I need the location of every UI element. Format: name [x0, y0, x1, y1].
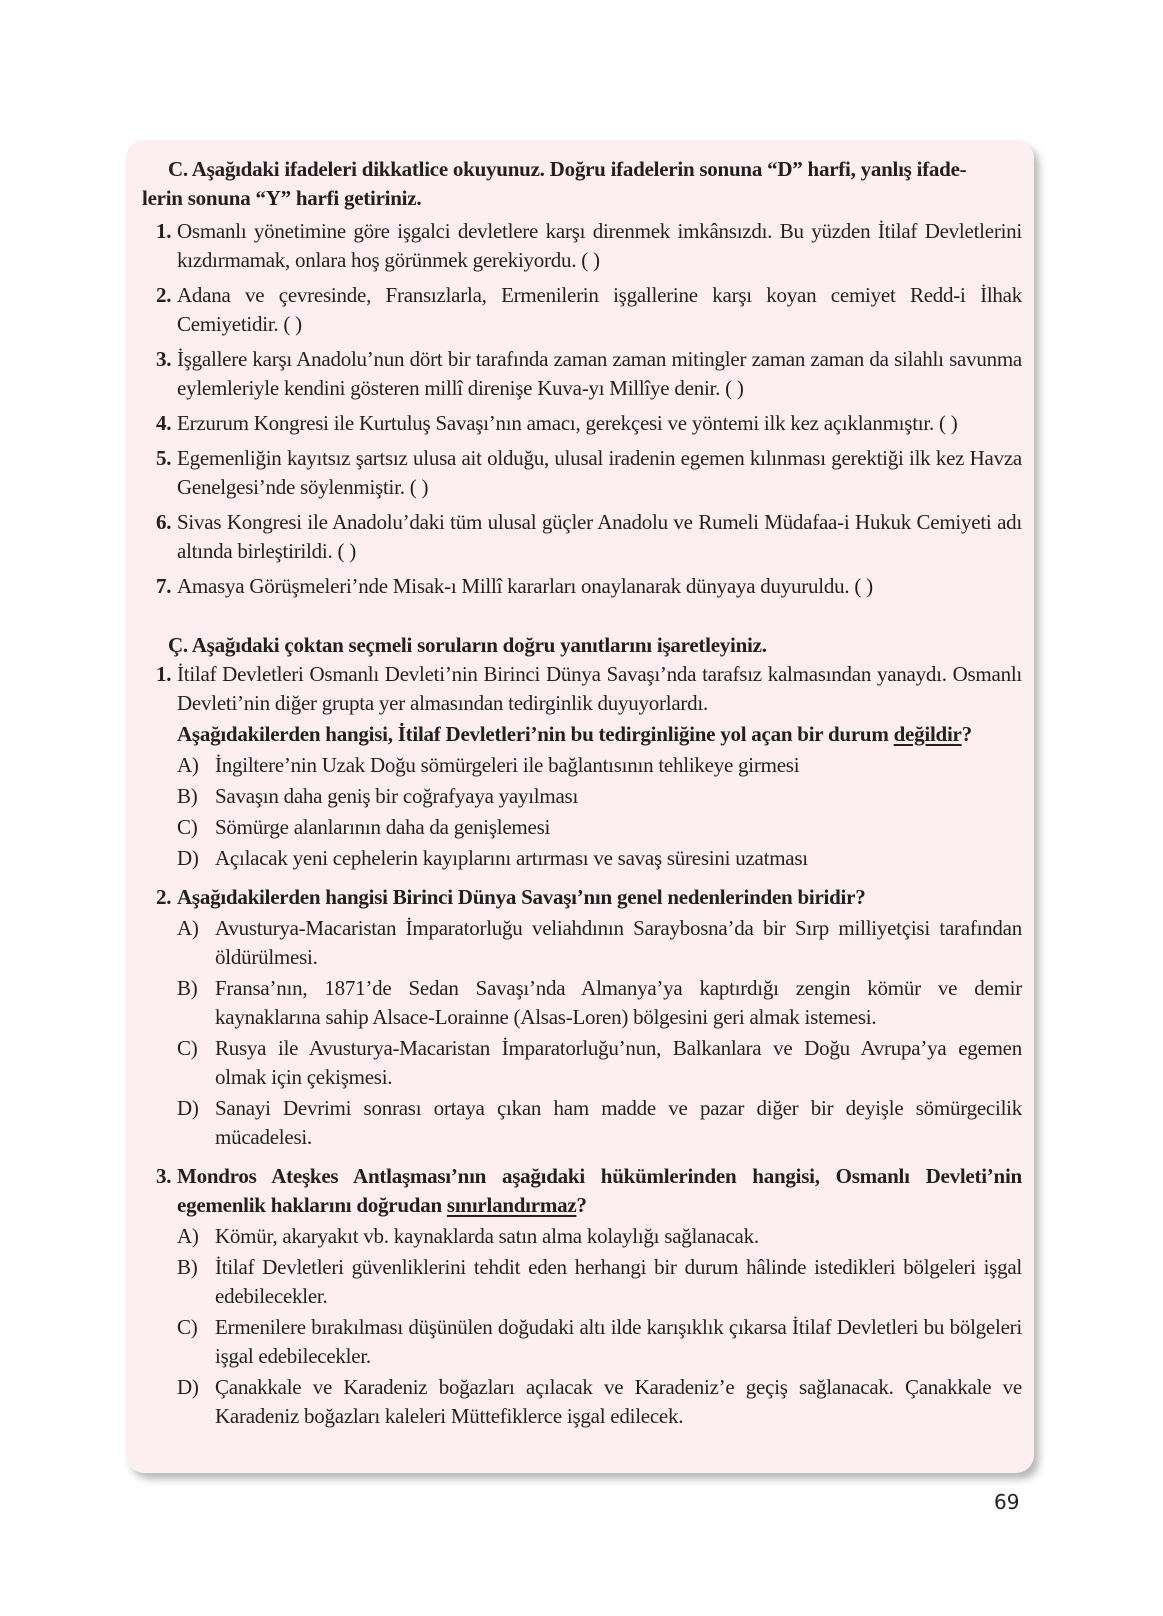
option-text: Avusturya-Macaristan İmparatorluğu veliahdının Saraybosna’da bir Sırp milliyetçisi tarafından öldürülmesi.	[215, 916, 1022, 969]
option-text: Çanakkale ve Karadeniz boğazları açılacak ve Karadeniz’e geçiş sağlanacak. Çanakkale ve Karadeniz boğazları kaleleri Müttefiklerce işgal edilecek.	[215, 1375, 1022, 1428]
option-text: Açılacak yeni cephelerin kayıplarını artırması ve savaş süresini uzatması	[215, 846, 808, 870]
option-text: Kömür, akaryakıt vb. kaynaklarda satın alma kolaylığı sağlanacak.	[215, 1224, 759, 1248]
question-prompt	[177, 720, 1022, 749]
item-number: 7.	[156, 574, 172, 598]
option-letter: C)	[177, 1315, 198, 1339]
item-text: Osmanlı yönetimine göre işgalci devletlere karşı direnmek imkânsızdı. Bu yüzden İtilaf Devletlerini kızdırmamak, onlara hoş görünmek gerekiyordu. ( )	[177, 219, 1022, 272]
true-false-item[interactable]	[142, 345, 1022, 403]
true-false-item[interactable]	[142, 281, 1022, 339]
section-c-heading	[142, 155, 1022, 213]
item-number: 4.	[156, 411, 172, 435]
option-b[interactable]	[177, 974, 1022, 1032]
option-letter: A)	[177, 753, 199, 777]
option-letter: C)	[177, 1036, 198, 1060]
question-prompt: Aşağıdakilerden hangisi Birinci Dünya Savaşı’nın genel nedenlerinden biridir?	[177, 885, 866, 909]
true-false-item[interactable]	[142, 508, 1022, 566]
option-a[interactable]	[177, 1222, 1022, 1251]
question-number: 3.	[156, 1164, 172, 1188]
item-text: Erzurum Kongresi ile Kurtuluş Savaşı’nın amacı, gerekçesi ve yöntemi ilk kez açıklanmıştır. ( )	[177, 411, 958, 435]
question-mark: ?	[961, 722, 972, 746]
option-text: Rusya ile Avusturya-Macaristan İmparatorluğu’nun, Balkanlara ve Doğu Avrupa’ya egemen olmak için çekişmesi.	[215, 1036, 1022, 1089]
item-number: 6.	[156, 510, 172, 534]
question-emphasis: sınırlandırmaz	[446, 1193, 577, 1217]
option-c[interactable]	[177, 1313, 1022, 1371]
option-letter: C)	[177, 815, 198, 839]
item-number: 3.	[156, 347, 172, 371]
option-a[interactable]	[177, 751, 1022, 780]
true-false-item[interactable]	[142, 444, 1022, 502]
options-list	[177, 914, 1022, 1152]
true-false-item[interactable]	[142, 409, 1022, 438]
question-prompt-text: Aşağıdakilerden hangisi, İtilaf Devletleri’nin bu tedirginliğine yol açan bir durum	[177, 722, 894, 746]
page-number: 69	[994, 1490, 1020, 1514]
question-2	[142, 883, 1022, 1152]
options-list	[177, 1222, 1022, 1431]
item-text: Adana ve çevresinde, Fransızlarla, Ermenilerin işgallerine karşı koyan cemiyet Redd-i İlhak Cemiyetidir. ( )	[177, 283, 1022, 336]
section-c-heading-line1: C. Aşağıdaki ifadeleri dikkatlice okuyunuz. Doğru ifadelerin sonuna “D” harfi, yanlış ifade-	[168, 157, 967, 181]
option-letter: D)	[177, 1096, 199, 1120]
option-d[interactable]	[177, 1094, 1022, 1152]
option-letter: B)	[177, 1255, 198, 1279]
option-letter: D)	[177, 1375, 199, 1399]
item-number: 5.	[156, 446, 172, 470]
option-text: İngiltere’nin Uzak Doğu sömürgeleri ile bağlantısının tehlikeye girmesi	[215, 753, 800, 777]
option-text: Fransa’nın, 1871’de Sedan Savaşı’nda Almanya’ya kaptırdığı zengin kömür ve demir kaynaklarına sahip Alsace-Lorainne (Alsas-Loren) bölgesini geri almak istemesi.	[215, 976, 1022, 1029]
option-letter: D)	[177, 846, 199, 870]
question-3	[142, 1162, 1022, 1431]
option-c[interactable]	[177, 1034, 1022, 1092]
option-b[interactable]	[177, 1253, 1022, 1311]
true-false-list	[142, 217, 1022, 601]
option-letter: A)	[177, 916, 199, 940]
options-list	[177, 751, 1022, 873]
question-number: 2.	[156, 885, 172, 909]
option-a[interactable]	[177, 914, 1022, 972]
section-c2-heading: Ç. Aşağıdaki çoktan seçmeli soruların doğru yanıtlarını işaretleyiniz.	[168, 633, 767, 657]
section-multiple-choice	[142, 631, 1022, 1431]
option-letter: B)	[177, 976, 198, 1000]
option-text: İtilaf Devletleri güvenliklerini tehdit eden herhangi bir durum hâlinde istedikleri bölgeleri işgal edebilecekler.	[215, 1255, 1022, 1308]
option-text: Sömürge alanlarının daha da genişlemesi	[215, 815, 551, 839]
item-text: Amasya Görüşmeleri’nde Misak-ı Millî kararları onaylanarak dünyaya duyuruldu. ( )	[177, 574, 873, 598]
item-number: 2.	[156, 283, 172, 307]
option-d[interactable]	[177, 1373, 1022, 1431]
question-mark: ?	[576, 1193, 587, 1217]
section-true-false	[142, 155, 1022, 601]
question-number: 1.	[156, 662, 172, 686]
exercise-content	[142, 155, 1022, 1441]
item-text: İşgallere karşı Anadolu’nun dört bir tarafında zaman zaman mitingler zaman zaman da silahlı savunma eylemleriyle kendini gösteren millî direnişe Kuva-yı Millîye denir. ( )	[177, 347, 1022, 400]
option-letter: A)	[177, 1224, 199, 1248]
true-false-item[interactable]	[142, 572, 1022, 601]
question-prompt	[177, 1162, 1022, 1220]
true-false-item[interactable]	[142, 217, 1022, 275]
option-text: Savaşın daha geniş bir coğrafyaya yayılması	[215, 784, 579, 808]
section-c-heading-line2: lerin sonuna “Y” harfi getiriniz.	[142, 186, 422, 210]
question-1	[142, 660, 1022, 873]
question-stem: İtilaf Devletleri Osmanlı Devleti’nin Birinci Dünya Savaşı’nda tarafsız kalmasından yanaydı. Osmanlı Devleti’nin diğer grupta yer almasından tedirginlik duyuyorlardı.	[177, 662, 1022, 715]
item-number: 1.	[156, 219, 172, 243]
item-text: Egemenliğin kayıtsız şartsız ulusa ait olduğu, ulusal iradenin egemen kılınması gerektiği ilk kez Havza Genelgesi’nde söylenmiştir. ( )	[177, 446, 1022, 499]
option-b[interactable]	[177, 782, 1022, 811]
option-letter: B)	[177, 784, 198, 808]
item-text: Sivas Kongresi ile Anadolu’daki tüm ulusal güçler Anadolu ve Rumeli Müdafaa-i Hukuk Cemiyeti adı altında birleştirildi. ( )	[177, 510, 1022, 563]
question-prompt-text: Mondros Ateşkes Antlaşması’nın aşağıdaki hükümlerinden hangisi, Osmanlı Devleti’nin egemenlik haklarını doğrudan	[177, 1164, 1022, 1217]
option-text: Sanayi Devrimi sonrası ortaya çıkan ham madde ve pazar diğer bir deyişle sömürgecilik mücadelesi.	[215, 1096, 1022, 1149]
option-d[interactable]	[177, 844, 1022, 873]
option-c[interactable]	[177, 813, 1022, 842]
question-emphasis: değildir	[893, 722, 962, 746]
option-text: Ermenilere bırakılması düşünülen doğudaki altı ilde karışıklık çıkarsa İtilaf Devletleri bu bölgeleri işgal edebilecekler.	[215, 1315, 1022, 1368]
